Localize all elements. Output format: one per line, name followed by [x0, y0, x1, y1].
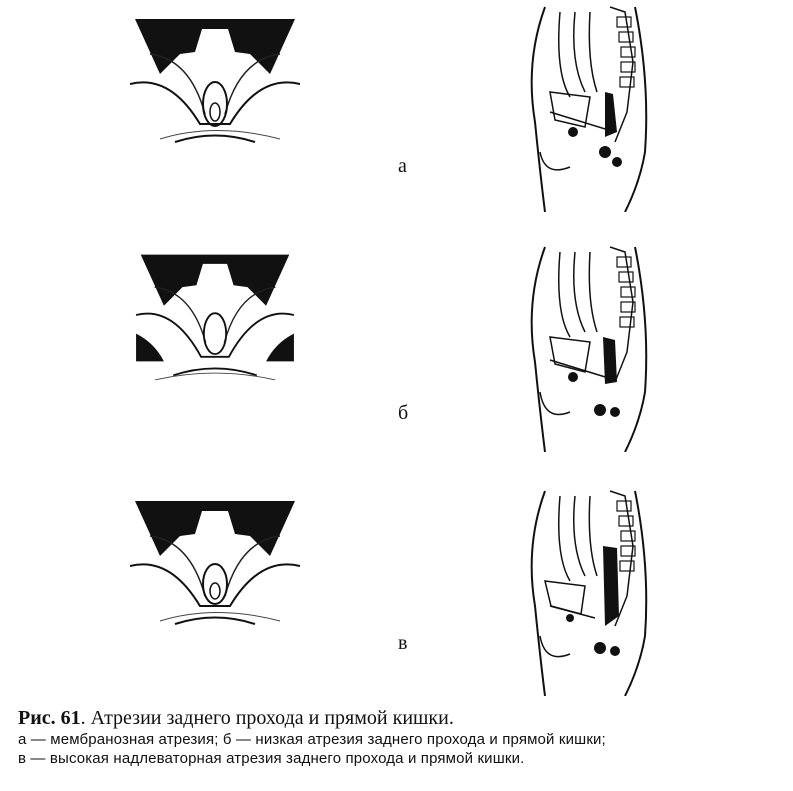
caption-title	[18, 706, 788, 730]
sagittal-section-high-atresia-illustration	[515, 486, 665, 696]
figure-caption	[18, 706, 788, 768]
row-label-a: а	[398, 155, 407, 177]
figure-title: . Атрезии заднего прохода и прямой кишки.	[80, 707, 454, 729]
sagittal-section-low-atresia-illustration	[515, 242, 665, 452]
row-label-c: в	[398, 632, 408, 654]
perineum-high-atresia-illustration	[130, 496, 300, 626]
row-label-b: б	[398, 402, 409, 424]
caption-line-2: в — высокая надлеваторная атрезия заднего прохода и прямой кишки.	[18, 750, 525, 767]
figure-label: Рис. 61	[18, 707, 81, 729]
perineum-membranous-atresia-illustration	[130, 14, 300, 144]
perineum-low-atresia-illustration	[130, 250, 300, 380]
caption-line-1: а — мембранозная атрезия; б — низкая атрезия заднего прохода и прямой кишки;	[18, 731, 606, 748]
sagittal-section-membranous-illustration	[515, 2, 665, 212]
